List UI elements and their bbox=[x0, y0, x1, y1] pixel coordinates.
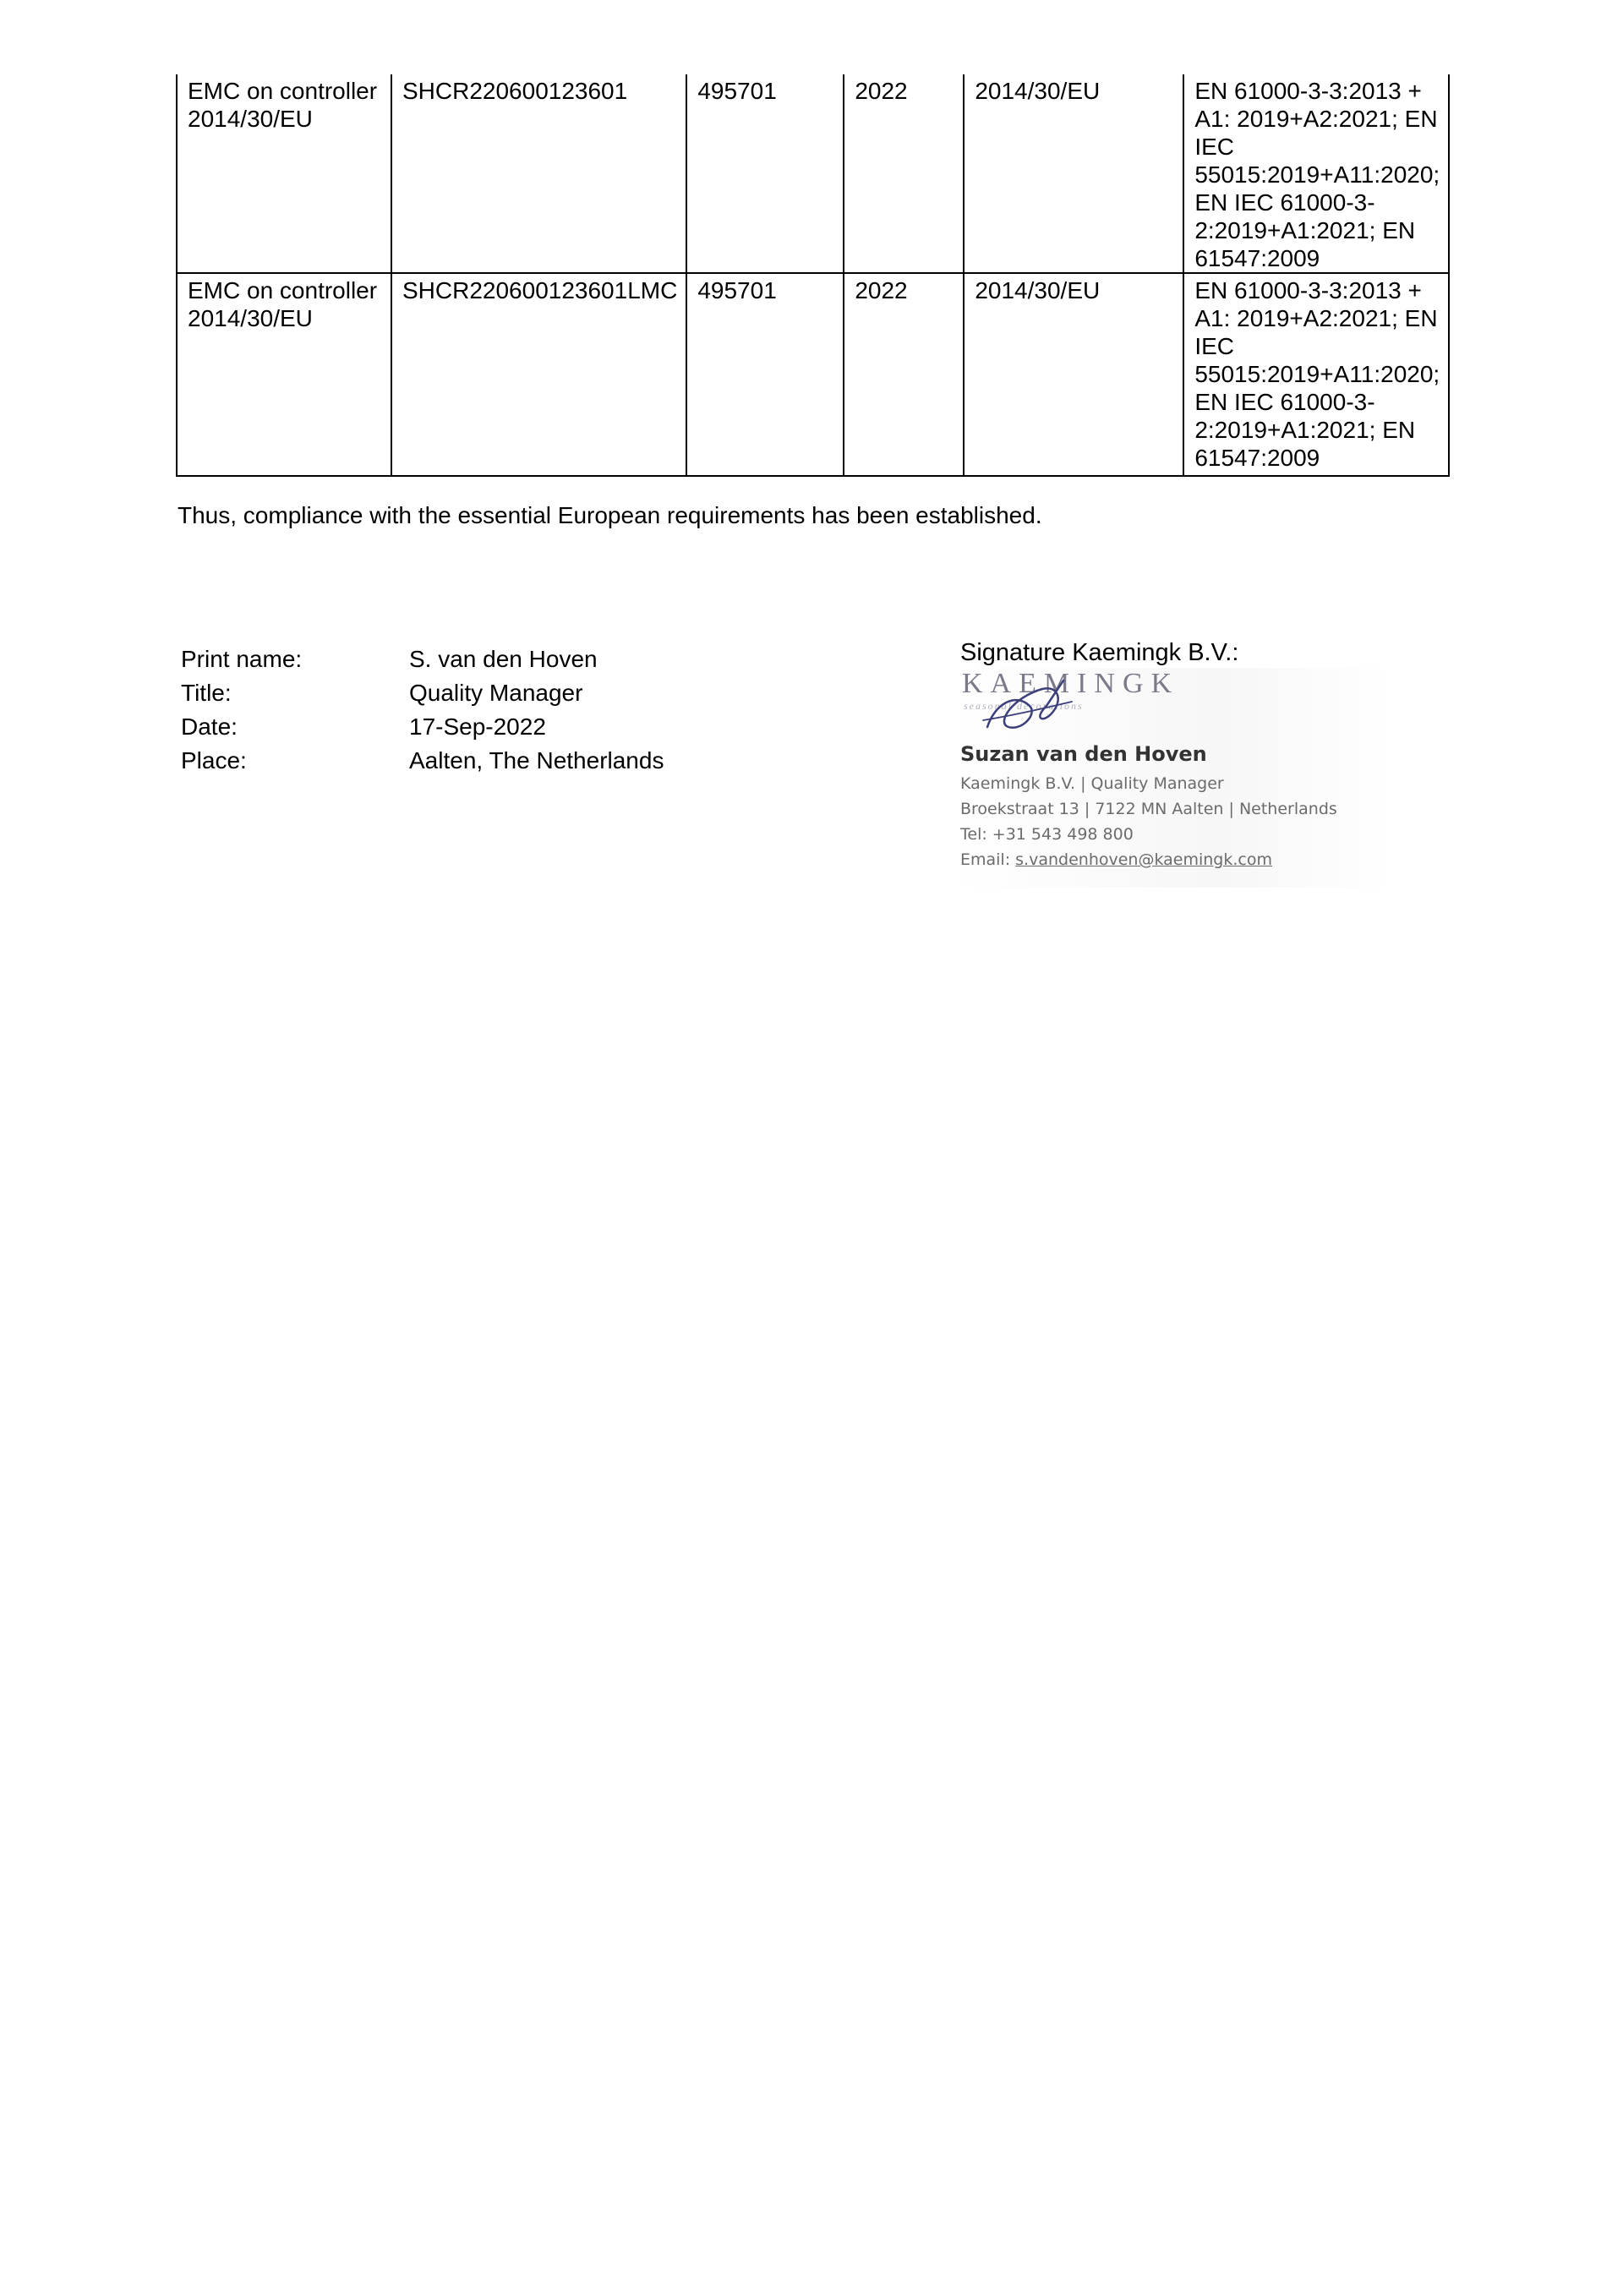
detail-row-print-name bbox=[181, 642, 664, 676]
detail-row-date bbox=[181, 710, 664, 744]
item-cell bbox=[177, 74, 391, 273]
item-name: EMC on controller bbox=[188, 277, 378, 303]
table-row bbox=[177, 273, 1449, 476]
year-cell: 2022 bbox=[844, 74, 964, 273]
standards-line: EN IEC 61000-3- bbox=[1194, 389, 1375, 415]
standards-cell bbox=[1183, 273, 1449, 476]
directive-cell: 2014/30/EU bbox=[964, 74, 1183, 273]
handwritten-signature bbox=[970, 668, 1089, 744]
standards-line: 2:2019+A1:2021; EN bbox=[1194, 217, 1416, 243]
detail-label: Title: bbox=[181, 680, 232, 706]
detail-row-place bbox=[181, 744, 664, 778]
logo-tagline: seasonal decorations bbox=[964, 700, 1084, 712]
email-line bbox=[960, 850, 1272, 869]
detail-row-title bbox=[181, 676, 664, 710]
detail-value: S. van den Hoven bbox=[409, 646, 598, 672]
standards-line: A1: 2019+A2:2021; EN bbox=[1194, 106, 1438, 132]
company-logo: KAEMINGK bbox=[962, 668, 1180, 699]
report-number-cell: SHCR220600123601 bbox=[391, 74, 686, 273]
standards-line: 55015:2019+A11:2020; bbox=[1194, 361, 1440, 387]
detail-label: Date: bbox=[181, 713, 238, 740]
conclusion-text: Thus, compliance with the essential European requirements has been established. bbox=[178, 502, 1042, 528]
detail-value: Quality Manager bbox=[409, 680, 583, 706]
standards-cell bbox=[1183, 74, 1449, 273]
detail-label: Print name: bbox=[181, 646, 303, 672]
item-cell bbox=[177, 273, 391, 476]
email-label: Email: bbox=[960, 850, 1016, 869]
signature-block bbox=[954, 668, 1393, 888]
standards-line: 55015:2019+A11:2020; bbox=[1194, 161, 1440, 188]
item-directive: 2014/30/EU bbox=[188, 106, 313, 132]
signatory-details bbox=[181, 642, 664, 778]
detail-value: Aalten, The Netherlands bbox=[409, 747, 664, 774]
standards-line: A1: 2019+A2:2021; EN bbox=[1194, 305, 1438, 331]
certificate-table bbox=[176, 74, 1450, 477]
year-cell: 2022 bbox=[844, 273, 964, 476]
standards-line: 2:2019+A1:2021; EN bbox=[1194, 417, 1416, 443]
standards-line: IEC bbox=[1194, 333, 1235, 359]
standards-line: EN 61000-3-3:2013 + bbox=[1194, 277, 1422, 303]
company-phone: Tel: +31 543 498 800 bbox=[960, 825, 1134, 844]
standards-line: 61547:2009 bbox=[1194, 445, 1320, 471]
signatory-role: Kaemingk B.V. | Quality Manager bbox=[960, 774, 1224, 793]
item-directive: 2014/30/EU bbox=[188, 305, 313, 331]
certificate-number-cell: 495701 bbox=[686, 273, 844, 476]
standards-line: EN 61000-3-3:2013 + bbox=[1194, 78, 1422, 104]
email-link[interactable]: s.vandenhoven@kaemingk.com bbox=[1015, 850, 1272, 869]
item-name: EMC on controller bbox=[188, 78, 378, 104]
standards-line: IEC bbox=[1194, 134, 1235, 160]
certificate-number-cell: 495701 bbox=[686, 74, 844, 273]
directive-cell: 2014/30/EU bbox=[964, 273, 1183, 476]
signatory-name: Suzan van den Hoven bbox=[960, 742, 1207, 766]
detail-value: 17-Sep-2022 bbox=[409, 713, 546, 740]
company-address: Broekstraat 13 | 7122 MN Aalten | Netherlands bbox=[960, 800, 1337, 818]
detail-label: Place: bbox=[181, 747, 247, 774]
standards-line: EN IEC 61000-3- bbox=[1194, 189, 1375, 216]
report-number-cell: SHCR220600123601LMC bbox=[391, 273, 686, 476]
signature-heading: Signature Kaemingk B.V.: bbox=[960, 639, 1239, 666]
standards-line: 61547:2009 bbox=[1194, 245, 1320, 271]
table-row bbox=[177, 74, 1449, 273]
